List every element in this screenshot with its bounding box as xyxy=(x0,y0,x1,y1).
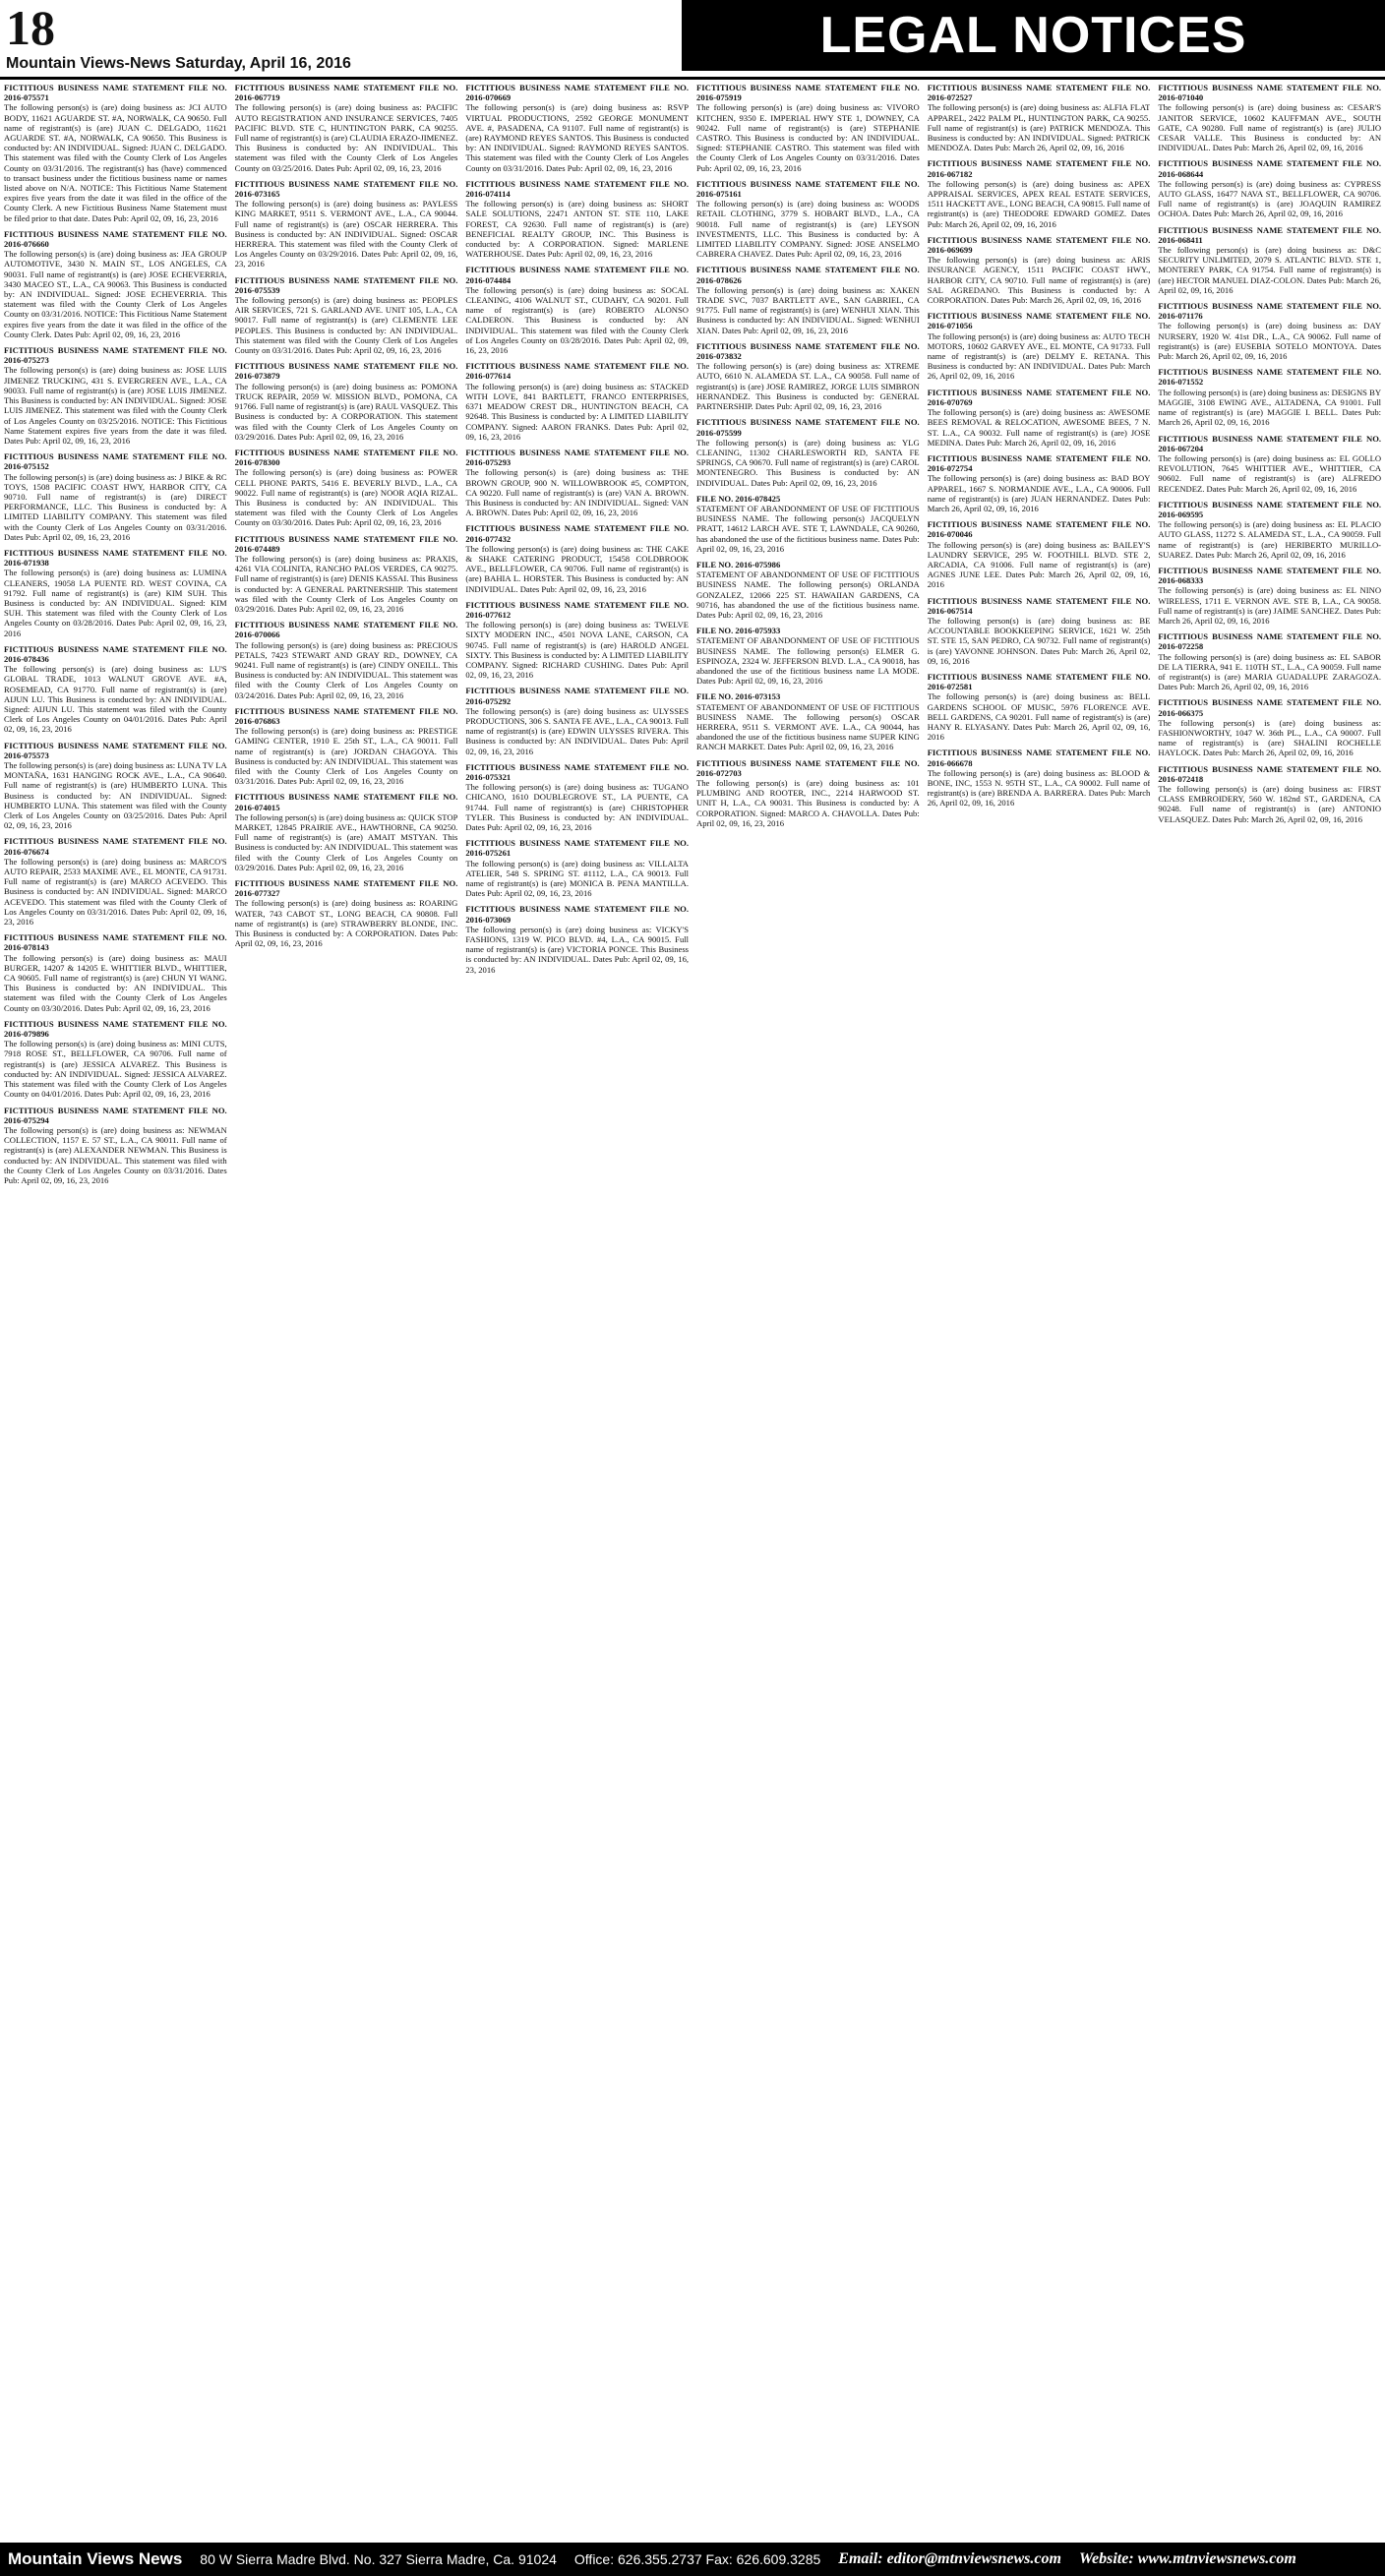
notice-body: The following person(s) is (are) doing business as: VILLALTA ATELIER, 548 S. SPRING ST. #1112, L.A., CA 90013. Full name of registrant(s) is (are) MONICA B. PENA MANTILLA. Dates Pub: April 02, 09, 16, 23, 2016 xyxy=(465,858,690,899)
legal-notice xyxy=(1158,367,1381,427)
notice-body: The following person(s) is (are) doing business as: PRAXIS, 4261 VIA COLINITA, RANCHO PALOS VERDES, CA 90275. Full name of registrant(s) is (are) DENIS KASSAI. This Business is conducted by: A GENERAL PARTNERSHIP. This statement was filed with the County Clerk of Los Angeles County on 03/29/2016. Dates Pub: April 02, 09, 16, 23, 2016 xyxy=(234,553,458,614)
notice-body: The following person(s) is (are) doing business as: BAILEY'S LAUNDRY SERVICE, 295 W. FOOTHILL BLVD. STE 2, ARCADIA, CA 91006. Full name of registrant(s) is (are) AGNES JUNE LEE. Dates Pub: March 26, April 02, 09, 16, 2016 xyxy=(927,539,1151,590)
notice-body: The following person(s) is (are) doing business as: BELL GARDENS SCHOOL OF MUSIC, 5976 FLORENCE AVE. BELL GARDENS, CA 90201. Full name of registrant(s) is (are) HANY R. ELYASANY. Dates Pub: March 26, April 02, 09, 16, 2016 xyxy=(927,691,1151,743)
notice-title: FICTITIOUS BUSINESS NAME STATEMENT FILE NO. 2016-074015 xyxy=(234,792,458,812)
notice-body: The following person(s) is (are) doing business as: JCI AUTO BODY, 11621 AGUARDE ST. #A, NORWALK, CA 90650. Full name of registrant(s) is (are) JUAN C. DELGADO, 11621 AGUARDE ST. #A, NORWALK, CA 90650. This Business is conducted by: AN INDIVIDUAL. Signed: JUAN C. DELGADO. This statement was filed with the County Clerk of Los Angeles County on 03/31/2016. The registrant(s) has (have) commenced to transact business under the fictitious business name or names listed above on N/A. NOTICE: This Fictitious Name Statement expires five years from the date it was filed in the office of the County Clerk. A new Fictitious Business Name Statement must be filed prior to that date. Dates Pub: April 02, 09, 16, 23, 2016 xyxy=(4,102,227,223)
notice-body: The following person(s) is (are) doing business as: JEA GROUP AUTOMOTIVE, 3430 N. MAIN ST., LOS ANGELES, CA 90031. Full name of registrant(s) is (are) JOSE ECHEVERRIA, 3430 MACEO ST., L.A., CA 90063. This Business is conducted by: AN INDIVIDUAL. Signed: JOSE ECHEVERRIA. This statement was filed with the County Clerk of Los Angeles County on 03/31/2016. NOTICE: This Fictitious Name Statement expires five years from the date it was filed in the office of the County Clerk. Dates Pub: April 02, 09, 16, 23, 2016 xyxy=(4,249,227,339)
legal-notice xyxy=(465,179,689,260)
notice-body: STATEMENT OF ABANDONMENT OF USE OF FICTITIOUS BUSINESS NAME. The following person(s) OSCAR HERRERA, 9511 S. VERMONT AVE. L.A., CA 90044, has abandoned the use of the fictitious business name SUPER KING RANCH MARKET. Dates Pub: April 02, 09, 16, 23, 2016 xyxy=(696,701,920,752)
notice-body: STATEMENT OF ABANDONMENT OF USE OF FICTITIOUS BUSINESS NAME. The following person(s) JACQUELYN PRATT, 14612 LARCH AVE. STE T, LAWNDALE, CA 90260, has abandoned the use of the fictitious business name. Dates Pub: April 02, 09, 16, 23, 2016 xyxy=(696,503,920,554)
notice-title: FICTITIOUS BUSINESS NAME STATEMENT FILE NO. 2016-073879 xyxy=(234,361,458,382)
notice-body: The following person(s) is (are) doing business as: WOODS RETAIL CLOTHING, 3779 S. HOBART BLVD., L.A., CA 90018. Full name of registrant(s) is (are) LEYSON INVESTMENTS, LLC. This Business is conducted by: A LIMITED LIABILITY COMPANY. Signed: JOSE ANSELMO CABRERA CHAVEZ. Dates Pub: April 02, 09, 16, 23, 2016 xyxy=(696,199,920,260)
notice-body: The following person(s) is (are) doing business as: BAD BOY APPAREL, 1667 S. NORMANDIE AVE., L.A., CA 90006. Full name of registrant(s) is (are) JUAN HERNANDEZ. Dates Pub: March 26, April 02, 09, 16, 2016 xyxy=(927,473,1151,513)
notice-body: The following person(s) is (are) doing business as: ARIS INSURANCE AGENCY, 1511 PACIFIC COAST HWY., HARBOR CITY, CA 90710. Full name of registrant(s) is (are) SAL AGREDANO. This Business is conducted by: A CORPORATION. Dates Pub: March 26, April 02, 09, 16, 2016 xyxy=(927,255,1151,306)
notice-body: The following person(s) is (are) doing business as: EL SABOR DE LA TIERRA, 941 E. 110TH ST., L.A., CA 90059. Full name of registrant(s) is (are) MARIA GUADALUPE ZARAGOZA. Dates Pub: March 26, April 02, 09, 16, 2016 xyxy=(1158,651,1381,692)
notice-title: FICTITIOUS BUSINESS NAME STATEMENT FILE NO. 2016-077432 xyxy=(465,523,690,544)
notice-title: FICTITIOUS BUSINESS NAME STATEMENT FILE NO. 2016-074114 xyxy=(465,178,690,200)
legal-notice xyxy=(696,626,920,686)
page-header xyxy=(0,0,1385,80)
notice-body: The following person(s) is (are) doing business as: DAY NURSERY, 1920 W. 41st DR., L.A., CA 90062. Full name of registrant(s) is (are) EUSEBIA SOTELO MONTOYA. Dates Pub: March 26, April 02, 09, 16, 2016 xyxy=(1158,321,1381,362)
notice-title: FICTITIOUS BUSINESS NAME STATEMENT FILE NO. 2016-068644 xyxy=(1158,158,1381,179)
legal-notice xyxy=(235,448,458,528)
legal-notice xyxy=(235,706,458,787)
legal-notice xyxy=(4,83,227,223)
legal-notice xyxy=(4,1106,227,1186)
publication-date-line: Mountain Views-News Saturday, April 16, 2016 xyxy=(6,55,351,72)
notice-title: FICTITIOUS BUSINESS NAME STATEMENT FILE NO. 2016-072703 xyxy=(696,757,920,778)
legal-notice xyxy=(4,836,227,927)
section-title: LEGAL NOTICES xyxy=(682,0,1385,71)
legal-notice xyxy=(235,878,458,948)
notice-body: The following person(s) is (are) doing business as: CESAR'S JANITOR SERVICE, 10602 KAUFFMAN AVE., SOUTH GATE, CA 90280. Full name of registrant(s) is (are) JULIO CESAR VALLE. This Business is conducted by: AN INDIVIDUAL. Dates Pub: March 26, April 02, 09, 16, 2016 xyxy=(1158,102,1381,153)
legal-notice xyxy=(696,758,920,828)
legal-notice xyxy=(928,672,1151,742)
notice-title: FILE NO. 2016-073153 xyxy=(696,691,781,702)
footer-website[interactable]: Website: www.mtnviewsnews.com xyxy=(1078,2550,1296,2567)
notice-body: The following person(s) is (are) doing business as: JOSE LUIS JIMENEZ TRUCKING, 431 S. EVERGREEN AVE., L.A., CA 90033. Full name of registrant(s) is (are) JOSE LUIS JIMENEZ. This Business is conducted by: AN INDIVIDUAL. Signed: JOSE LUIS JIMENEZ. This statement was filed with the County Clerk of Los Angeles County on 03/25/2016. NOTICE: This Fictitious Name Statement expires five years from the date it was filed. Dates Pub: April 02, 09, 16, 23, 2016 xyxy=(4,365,227,446)
legal-notice xyxy=(928,388,1151,448)
legal-notice xyxy=(928,596,1151,666)
notice-title: FICTITIOUS BUSINESS NAME STATEMENT FILE NO. 2016-074484 xyxy=(465,265,690,285)
legal-notice xyxy=(696,341,920,411)
notice-body: The following person(s) is (are) doing business as: LU'S GLOBAL TRADE, 1013 WALNUT GROVE AVE. #A, ROSEMEAD, CA 91770. Full name of registrant(s) is (are) AIJUN LU. This Business is conducted by: AN INDIVIDUAL. Signed: AIJUN LU. This statement was filed with the County Clerk of Los Angeles County on 04/01/2016. Dates Pub: April 02, 09, 16, 23, 2016 xyxy=(4,664,227,735)
notice-body: The following person(s) is (are) doing business as: PACIFIC AUTO REGISTRATION AND INSURANCE SERVICES, 7405 PACIFIC BLVD. STE C, HUNTINGTON PARK, CA 90255. Full name of registrant(s) is (are) CLAUDIA ERAZO-JIMENEZ. This Business is conducted by: AN INDIVIDUAL. This statement was filed with the County Clerk of Los Angeles County on 03/25/2016. Dates Pub: April 02, 09, 16, 23, 2016 xyxy=(234,102,458,173)
legal-notice xyxy=(1158,697,1381,757)
notice-title: FICTITIOUS BUSINESS NAME STATEMENT FILE NO. 2016-074489 xyxy=(234,533,458,554)
notice-columns xyxy=(4,83,1381,2540)
notice-title: FICTITIOUS BUSINESS NAME STATEMENT FILE NO. 2016-077614 xyxy=(465,361,690,382)
notice-title: FICTITIOUS BUSINESS NAME STATEMENT FILE NO. 2016-075321 xyxy=(465,761,690,782)
notice-body: The following person(s) is (are) doing business as: ROARING WATER, 743 CABOT ST., LONG BEACH, CA 90808. Full name of registrant(s) is (are) STRAWBERRY BLONDE, INC. This Business is conducted by: A CORPORATION. Dates Pub: April 02, 09, 16, 23, 2016 xyxy=(234,898,458,949)
notice-title: FICTITIOUS BUSINESS NAME STATEMENT FILE NO. 2016-066678 xyxy=(927,748,1151,768)
notice-title: FICTITIOUS BUSINESS NAME STATEMENT FILE NO. 2016-067182 xyxy=(927,158,1151,179)
legal-notice xyxy=(465,600,689,681)
legal-notice xyxy=(696,417,920,487)
notice-title: FICTITIOUS BUSINESS NAME STATEMENT FILE NO. 2016-075161 xyxy=(696,178,920,200)
notice-title: FICTITIOUS BUSINESS NAME STATEMENT FILE NO. 2016-072754 xyxy=(927,452,1151,474)
notice-body: The following person(s) is (are) doing business as: LUNA TV LA MONTAÑA, 1631 HANGING ROCK AVE., L.A., CA 90640. Full name of registrant(s) is (are) HUMBERTO LUNA. This Business is conducted by: AN INDIVIDUAL. Signed: HUMBERTO LUNA. This statement was filed with the County Clerk of Los Angeles County on 03/25/2016. Dates Pub: April 02, 09, 16, 23, 2016 xyxy=(4,760,227,831)
legal-notice xyxy=(1158,764,1381,824)
notice-title: FICTITIOUS BUSINESS NAME STATEMENT FILE NO. 2016-072527 xyxy=(927,83,1151,103)
legal-notice xyxy=(696,179,920,260)
notice-title: FICTITIOUS BUSINESS NAME STATEMENT FILE NO. 2016-075539 xyxy=(234,274,458,295)
notice-body: The following person(s) is (are) doing business as: NEWMAN COLLECTION, 1157 E. 57 ST., L.A., CA 90011. Full name of registrant(s) is (are) ALEXANDER NEWMAN. This Business is conducted by: AN INDIVIDUAL. This statement was filed with the County Clerk of Los Angeles County on 03/31/2016. Dates Pub: April 02, 09, 16, 23, 2016 xyxy=(4,1124,227,1185)
legal-notice xyxy=(235,620,458,700)
notice-title: FICTITIOUS BUSINESS NAME STATEMENT FILE NO. 2016-071056 xyxy=(927,311,1151,331)
notice-body: The following person(s) is (are) doing business as: EL NINO WIRELESS, 1711 E. VERNON AVE. STE B, L.A., CA 90058. Full name of registrant(s) is (are) JAIME SANCHEZ. Dates Pub: March 26, April 02, 09, 16, 2016 xyxy=(1158,585,1381,626)
notice-title: FICTITIOUS BUSINESS NAME STATEMENT FILE NO. 2016-071040 xyxy=(1158,83,1381,103)
notice-body: The following person(s) is (are) doing business as: BLOOD & BONE, INC, 1553 N. 95TH ST., L.A., CA 90002. Full name of registrant(s) is (are) BRENDA A. BARRERA. Dates Pub: March 26, April 02, 09, 16, 2016 xyxy=(927,767,1151,809)
legal-notice xyxy=(1158,225,1381,295)
legal-notice xyxy=(1158,83,1381,152)
notice-body: The following person(s) is (are) doing business as: ALFIA FLAT APPAREL, 2422 PALM PL, HUNTINGTON PARK, CA 90255. Full name of registrant(s) is (are) PATRICK MENDOZA. This Business is conducted by: AN INDIVIDUAL. Signed: PATRICK MENDOZA. Dates Pub: March 26, April 02, 09, 16, 2016 xyxy=(927,102,1151,153)
legal-notice xyxy=(928,519,1151,589)
notice-title: FICTITIOUS BUSINESS NAME STATEMENT FILE NO. 2016-076674 xyxy=(4,836,227,857)
footer-publication: Mountain Views News xyxy=(8,2549,183,2568)
notice-body: The following person(s) is (are) doing business as: TWELVE SIXTY MODERN INC., 4501 NOVA LANE, CARSON, CA 90745. Full name of registrant(s) is (are) HAROLD ANGEL SIXTY. This Business is conducted by: A LIMITED LIABILITY COMPANY. Signed: RICHARD CUSHING. Dates Pub: April 02, 09, 16, 23, 2016 xyxy=(465,620,690,681)
notice-column xyxy=(696,83,920,2540)
footer-email[interactable]: Email: editor@mtnviewsnews.com xyxy=(838,2550,1061,2567)
notice-body: The following person(s) is (are) doing business as: POMONA TRUCK REPAIR, 2059 W. MISSION BLVD., POMONA, CA 91766. Full name of registrant(s) is (are) RAUL VASQUEZ. This Business is conducted by: A CORPORATION. This statement was filed with the County Clerk of Los Angeles County on 03/29/2016. Dates Pub: April 02, 09, 16, 23, 2016 xyxy=(234,381,458,442)
notice-body: The following person(s) is (are) doing business as: PAYLESS KING MARKET, 9511 S. VERMONT AVE., L.A., CA 90044. Full name of registrant(s) is (are) OSCAR HERRERA. This Business is conducted by: AN INDIVIDUAL. Signed: OSCAR HERRERA. This statement was filed with the County Clerk of Los Angeles County on 03/29/2016. Dates Pub: April 02, 09, 16, 23, 2016 xyxy=(234,199,458,270)
legal-notice xyxy=(465,762,689,832)
notice-body: The following person(s) is (are) doing business as: STACKED WITH LOVE, 841 BARTLETT, FRANCO ENTERPRISES, 6371 MEADOW CREST DR., HUNTINGTON BEACH, CA 92648. This Business is conducted by: A LIMITED LIABILITY COMPANY. Signed: AARON FRANKS. Dates Pub: April 02, 09, 16, 23, 2016 xyxy=(465,381,690,442)
notice-title: FICTITIOUS BUSINESS NAME STATEMENT FILE NO. 2016-078436 xyxy=(4,643,227,664)
notice-title: FICTITIOUS BUSINESS NAME STATEMENT FILE NO. 2016-078143 xyxy=(4,932,227,953)
notice-column xyxy=(928,83,1151,2540)
notice-body: The following person(s) is (are) doing business as: TUGANO CHICANO, 1610 DOUBLEGROVE ST., LA PUENTE, CA 91744. Full name of registrant(s) is (are) CHRISTOPHER TYLER. This Business is conducted by: AN INDIVIDUAL. Dates Pub: April 02, 09, 16, 23, 2016 xyxy=(465,782,690,833)
notice-title: FICTITIOUS BUSINESS NAME STATEMENT FILE NO. 2016-070769 xyxy=(927,387,1151,407)
notice-title: FICTITIOUS BUSINESS NAME STATEMENT FILE NO. 2016-078300 xyxy=(234,447,458,468)
notice-title: FICTITIOUS BUSINESS NAME STATEMENT FILE NO. 2016-070066 xyxy=(234,620,458,640)
notice-title: FICTITIOUS BUSINESS NAME STATEMENT FILE NO. 2016-075261 xyxy=(465,838,690,859)
legal-notice xyxy=(928,453,1151,513)
notice-body: STATEMENT OF ABANDONMENT OF USE OF FICTITIOUS BUSINESS NAME. The following person(s) ORLANDA GONZALEZ, 12066 225 ST. HAWAIIAN GARDENS, CA 90716, has abandoned the use of the fictitious business name. Dates Pub: April 02, 09, 16, 23, 2016 xyxy=(696,569,920,620)
notice-body: The following person(s) is (are) doing business as: PRECIOUS PETALS, 7423 STEWART AND GRAY RD., DOWNEY, CA 90241. Full name of registrant(s) is (are) CINDY ONEILL. This Business is conducted by: AN INDIVIDUAL. This statement was filed with the County Clerk of Los Angeles County on 03/24/2016. Dates Pub: April 02, 09, 16, 23, 2016 xyxy=(234,639,458,700)
legal-notice xyxy=(4,1019,227,1100)
notice-title: FICTITIOUS BUSINESS NAME STATEMENT FILE NO. 2016-070669 xyxy=(465,83,690,103)
notice-title: FILE NO. 2016-075933 xyxy=(696,626,781,636)
notice-column xyxy=(235,83,458,2540)
notice-title: FICTITIOUS BUSINESS NAME STATEMENT FILE NO. 2016-072418 xyxy=(1158,763,1381,784)
notice-body: The following person(s) is (are) doing business as: YLG CLEANING, 11302 CHARLESWORTH RD, SANTA FE SPRINGS, CA 90670. Full name of registrant(s) is (are) CAROL MONTENEGRO. This Business is conducted by: AN INDIVIDUAL. Dates Pub: April 02, 09, 16, 23, 2016 xyxy=(696,437,920,488)
legal-notice xyxy=(4,644,227,735)
notice-body: The following person(s) is (are) doing business as: ULYSSES PRODUCTIONS, 306 S. SANTA FE AVE., L.A., CA 90013. Full name of registrant(s) is (are) EDWIN ULYSSES RIVERA. This Business is conducted by: AN INDIVIDUAL. Dates Pub: April 02, 09, 16, 23, 2016 xyxy=(465,705,690,756)
notice-body: The following person(s) is (are) doing business as: EL PLACIO AUTO GLASS, 11272 S. ALAMEDA ST., L.A., CA 90059. Full name of registrant(s) is (are) HERIBERTO MURILLO-SUAREZ. Dates Pub: March 26, April 02, 09, 16, 2016 xyxy=(1158,519,1381,560)
notice-body: The following person(s) is (are) doing business as: RSVP VIRTUAL PRODUCTIONS, 2592 GEORGE MONUMENT AVE. #, PASADENA, CA 91107. Full name of registrant(s) is (are) RAYMOND REYES SANTOS. This Business is conducted by: AN INDIVIDUAL. Signed: RAYMOND REYES SANTOS. This statement was filed with the County Clerk of Los Angeles County on 03/31/2016. Dates Pub: April 02, 09, 16, 23, 2016 xyxy=(465,102,690,173)
legal-notice xyxy=(1158,631,1381,691)
legal-notice xyxy=(4,741,227,831)
notice-body: The following person(s) is (are) doing business as: D&C SECURITY UNLIMITED, 2079 S. ATLANTIC BLVD. STE 1, MONTEREY PARK, CA 91754. Full name of registrant(s) is (are) HECTOR MANUEL DIAZ-COLON. Dates Pub: March 26, April 02, 09, 16, 2016 xyxy=(1158,245,1381,295)
notice-title: FICTITIOUS BUSINESS NAME STATEMENT FILE NO. 2016-075273 xyxy=(4,345,227,366)
notice-title: FICTITIOUS BUSINESS NAME STATEMENT FILE NO. 2016-076863 xyxy=(234,705,458,726)
legal-notice xyxy=(696,83,920,173)
notice-title: FICTITIOUS BUSINESS NAME STATEMENT FILE NO. 2016-077612 xyxy=(465,599,690,620)
legal-notice xyxy=(235,83,458,173)
notice-body: The following person(s) is (are) doing business as: XAKEN TRADE SVC, 7037 BARTLETT AVE., SAN GABRIEL, CA 91775. Full name of registrant(s) is (are) WENHUI XIAN. This Business is conducted by: AN INDIVIDUAL. Signed: WENHUI XIAN. Dates Pub: April 02, 09, 16, 23, 2016 xyxy=(696,284,920,335)
notice-body: The following person(s) is (are) doing business as: POWER CELL PHONE PARTS, 5416 E. BEVERLY BLVD., L.A., CA 90022. Full name of registrant(s) is (are) NOOR AQIA RIZAL. This Business is conducted by: AN INDIVIDUAL. This statement was filed with the County Clerk of Los Angeles County on 03/30/2016. Dates Pub: April 02, 09, 16, 23, 2016 xyxy=(234,467,458,528)
notice-body: The following person(s) is (are) doing business as: SHORT SALE SOLUTIONS, 22471 ANTON ST. STE 110, LAKE FOREST, CA 92630. Full name of registrant(s) is (are) BENEFICIAL REALTY GROUP, INC. This Business is conducted by: A CORPORATION. Signed: MARLENE WATERHOUSE. Dates Pub: April 02, 09, 16, 23, 2016 xyxy=(465,199,690,260)
notice-title: FILE NO. 2016-075986 xyxy=(696,559,781,569)
legal-notice xyxy=(696,265,920,334)
notice-body: The following person(s) is (are) doing business as: EL GOLLO REVOLUTION, 7645 WHITTIER AVE., WHITTIER, CA 90602. Full name of registrant(s) is (are) ALFREDO RECENDEZ. Dates Pub: March 26, April 02, 09, 16, 2016 xyxy=(1158,452,1381,494)
legal-notice xyxy=(1158,566,1381,626)
notice-title: FICTITIOUS BUSINESS NAME STATEMENT FILE NO. 2016-067514 xyxy=(927,595,1151,616)
notice-title: FICTITIOUS BUSINESS NAME STATEMENT FILE NO. 2016-066375 xyxy=(1158,697,1381,718)
notice-title: FILE NO. 2016-078425 xyxy=(696,493,781,504)
notice-title: FICTITIOUS BUSINESS NAME STATEMENT FILE NO. 2016-075294 xyxy=(4,1105,227,1125)
notice-body: The following person(s) is (are) doing business as: AUTO TECH MOTORS, 10602 GARVEY AVE., EL MONTE, CA 91733. Full name of registrant(s) is (are) DELMY E. RETANA. This Business is conducted by: AN INDIVIDUAL. Dates Pub: March 26, April 02, 09, 16, 2016 xyxy=(927,330,1151,382)
legal-notice xyxy=(235,792,458,872)
notice-title: FICTITIOUS BUSINESS NAME STATEMENT FILE NO. 2016-071938 xyxy=(4,547,227,569)
notice-body: The following person(s) is (are) doing business as: QUICK STOP MARKET, 12845 PRAIRIE AVE., HAWTHORNE, CA 90250. Full name of registrant(s) is (are) AMAIT MSTYAN. This Business is conducted by: AN INDIVIDUAL. This statement was filed with the County Clerk of Los Angeles County on 03/29/2016. Dates Pub: April 02, 09, 16, 23, 2016 xyxy=(234,811,458,872)
notice-body: The following person(s) is (are) doing business as: THE BROWN GROUP, 900 N. WILLOWBROOK #5, COMPTON, CA 90220. Full name of registrant(s) is (are) VAN A. BROWN. This Business is conducted by: AN INDIVIDUAL. Signed: VAN A. BROWN. Dates Pub: April 02, 09, 16, 23, 2016 xyxy=(465,467,690,518)
notice-body: The following person(s) is (are) doing business as: DESIGNS BY MAGGIE, 3108 EWING AVE., ALTADENA, CA 91001. Full name of registrant(s) is (are) MAGGIE I. BELL. Dates Pub: March 26, April 02, 09, 16, 2016 xyxy=(1158,387,1381,428)
notice-body: The following person(s) is (are) doing business as: CYPRESS AUTO GLASS, 16477 NAVA ST., BELLFLOWER, CA 90706. Full name of registrant(s) is (are) JOAQUIN RAMIREZ OCHOA. Dates Pub: March 26, April 02, 09, 16, 2016 xyxy=(1158,178,1381,219)
legal-notice xyxy=(928,235,1151,305)
notice-body: The following person(s) is (are) doing business as: MINI CUTS, 7918 ROSE ST., BELLFLOWER, CA 90706. Full name of registrant(s) is (are) JESSICA ALVAREZ. This Business is conducted by: AN INDIVIDUAL. Signed: JESSICA ALVAREZ. This statement was filed with the County Clerk of Los Angeles County on 04/01/2016. Dates Pub: April 02, 09, 16, 23, 2016 xyxy=(4,1039,227,1100)
notice-title: FICTITIOUS BUSINESS NAME STATEMENT FILE NO. 2016-075573 xyxy=(4,740,227,760)
legal-notice xyxy=(465,523,689,593)
notice-title: FICTITIOUS BUSINESS NAME STATEMENT FILE NO. 2016-069699 xyxy=(927,234,1151,256)
notice-title: FICTITIOUS BUSINESS NAME STATEMENT FILE NO. 2016-072581 xyxy=(927,671,1151,692)
legal-notice xyxy=(696,691,920,751)
legal-notice xyxy=(465,265,689,355)
notice-body: The following person(s) is (are) doing business as: THE CAKE & SHAKE CATERING PRODUCT, 15458 COLDBROOK AVE., BELLFLOWER, CA 90706. Full name of registrant(s) is (are) BAHIA L. HORSTER. This Business is conducted by: AN INDIVIDUAL. Dates Pub: April 02, 09, 16, 23, 2016 xyxy=(465,543,690,594)
legal-notice xyxy=(928,311,1151,381)
notice-title: FICTITIOUS BUSINESS NAME STATEMENT FILE NO. 2016-073069 xyxy=(465,904,690,925)
legal-notice xyxy=(4,451,227,542)
page-footer xyxy=(0,2543,1385,2576)
notice-title: FICTITIOUS BUSINESS NAME STATEMENT FILE NO. 2016-073165 xyxy=(234,178,458,200)
footer-address: 80 W Sierra Madre Blvd. No. 327 Sierra Madre, Ca. 91024 xyxy=(200,2551,557,2567)
legal-notice xyxy=(1158,500,1381,560)
notice-body: The following person(s) is (are) doing business as: XTREME AUTO, 6610 N. ALAMEDA ST. L.A., CA 90058. Full name of registrant(s) is (are) JOSE RAMIREZ, JORGE LUIS SIMBRON HERNANDEZ. This Business is conducted by: GENERAL PARTNERSHIP. Dates Pub: April 02, 09, 16, 23, 2016 xyxy=(696,361,920,412)
legal-notice xyxy=(696,494,920,554)
notice-body: The following person(s) is (are) doing business as: FASHIONWORTHY, 1047 W. 36th PL., L.A., CA 90007. Full name of registrant(s) is (are) SHALINI ROCHELLE HAYLOCK. Dates Pub: March 26, April 02, 09, 16, 2016 xyxy=(1158,717,1381,758)
legal-notice xyxy=(4,548,227,638)
notice-title: FICTITIOUS BUSINESS NAME STATEMENT FILE NO. 2016-075599 xyxy=(696,417,920,438)
notice-title: FICTITIOUS BUSINESS NAME STATEMENT FILE NO. 2016-079896 xyxy=(4,1018,227,1040)
footer-phone: Office: 626.355.2737 Fax: 626.609.3285 xyxy=(573,2551,821,2567)
legal-notice xyxy=(928,158,1151,228)
notice-body: The following person(s) is (are) doing business as: VIVORO KITCHEN, 9350 E. IMPERIAL HWY STE 1, DOWNEY, CA 90242. Full name of registrant(s) is (are) STEPHANIE CASTRO. This Business is conducted by: AN INDIVIDUAL. Signed: STEPHANIE CASTRO. This statement was filed with the County Clerk of Los Angeles County on 03/31/2016. Dates Pub: April 02, 09, 16, 23, 2016 xyxy=(696,102,920,173)
legal-notice xyxy=(465,838,689,898)
notice-body: The following person(s) is (are) doing business as: PRESTIGE GAMING CENTER, 1910 E. 25th ST., L.A., CA 90011. Full name of registrant(s) is (are) JORDAN CHAGOYA. This Business is conducted by: AN INDIVIDUAL. This statement was filed with the County Clerk of Los Angeles County on 03/31/2016. Dates Pub: April 02, 09, 16, 23, 2016 xyxy=(234,726,458,787)
notice-body: The following person(s) is (are) doing business as: 101 PLUMBING AND ROOTER, INC., 2214 HARWOOD ST. UNIT H, L.A., CA 90031. This Business is conducted by: A CORPORATION. Signed: MARCO A. CHAVOLLA. Dates Pub: April 02, 09, 16, 23, 2016 xyxy=(696,778,920,828)
legal-notice xyxy=(696,560,920,620)
legal-notice xyxy=(928,748,1151,808)
notice-title: FICTITIOUS BUSINESS NAME STATEMENT FILE NO. 2016-072258 xyxy=(1158,631,1381,652)
notice-body: STATEMENT OF ABANDONMENT OF USE OF FICTITIOUS BUSINESS NAME. The following person(s) ELMER G. ESPINOZA, 2324 W. JEFFERSON BLVD. L.A., CA 90018, has abandoned the use of the fictitious business name LA MODE. Dates Pub: April 02, 09, 16, 23, 2016 xyxy=(696,635,920,687)
legal-notice xyxy=(1158,434,1381,494)
notice-body: The following person(s) is (are) doing business as: SOCAL CLEANING, 4106 WALNUT ST., CUDAHY, CA 90201. Full name of registrant(s) is (are) ROBERTO ALONSO CALDERON. This Business is conducted by: AN INDIVIDUAL. This statement was filed with the County Clerk of Los Angeles County on 03/28/2016. Dates Pub: April 02, 09, 16, 23, 2016 xyxy=(465,284,690,356)
legal-notice xyxy=(235,275,458,356)
notice-title: FICTITIOUS BUSINESS NAME STATEMENT FILE NO. 2016-069595 xyxy=(1158,499,1381,519)
notice-body: The following person(s) is (are) doing business as: LUMINA CLEANERS, 19058 LA PUENTE RD. WEST COVINA, CA 91792. Full name of registrant(s) is (are) KIM SUH. This Business is conducted by: AN INDIVIDUAL. Signed: KIM SUH. This statement was filed with the County Clerk of Los Angeles County on 03/28/2016. Dates Pub: April 02, 09, 16, 23, 2016 xyxy=(4,568,227,638)
notice-body: The following person(s) is (are) doing business as: VICKY'S FASHIONS, 1319 W. PICO BLVD. #4, L.A., CA 90015. Full name of registrant(s) is (are) VICTORIA PONCE. This Business is conducted by: AN INDIVIDUAL. Dates Pub: April 02, 09, 16, 23, 2016 xyxy=(465,924,690,975)
notice-title: FICTITIOUS BUSINESS NAME STATEMENT FILE NO. 2016-075293 xyxy=(465,447,690,468)
notice-column xyxy=(465,83,689,2540)
notice-body: The following person(s) is (are) doing business as: MAUI BURGER, 14207 & 14205 E. WHITTIER BLVD., WHITTIER, CA 90605. Full name of registrant(s) is (are) CHUN YI WANG. This Business is conducted by: AN INDIVIDUAL. This statement was filed with the County Clerk of Los Angeles County on 03/30/2016. Dates Pub: April 02, 09, 16, 23, 2016 xyxy=(4,952,227,1013)
notice-title: FICTITIOUS BUSINESS NAME STATEMENT FILE NO. 2016-070046 xyxy=(927,519,1151,540)
legal-notice xyxy=(465,448,689,517)
legal-notice xyxy=(4,229,227,339)
legal-notice xyxy=(1158,158,1381,218)
notice-title: FICTITIOUS BUSINESS NAME STATEMENT FILE NO. 2016-077327 xyxy=(234,878,458,899)
notice-body: The following person(s) is (are) doing business as: AWESOME BEES REMOVAL & RELOCATION, AWESOME BEES, 7 N. ST. L.A., CA 90032. Full name of registrant(s) is (are) JOSE MEDINA. Dates Pub: March 26, April 02, 09, 16, 2016 xyxy=(927,407,1151,448)
notice-title: FICTITIOUS BUSINESS NAME STATEMENT FILE NO. 2016-071552 xyxy=(1158,367,1381,388)
notice-title: FICTITIOUS BUSINESS NAME STATEMENT FILE NO. 2016-067204 xyxy=(1158,433,1381,453)
page-number: 18 xyxy=(6,0,55,55)
legal-notice xyxy=(235,361,458,442)
legal-notice xyxy=(465,686,689,755)
legal-notice xyxy=(4,932,227,1013)
notice-body: The following person(s) is (are) doing business as: BE ACCOUNTABLE BOOKKEEPING SERVICE, 1621 W. 25th ST. STE 15, SAN PEDRO, CA 90732. Full name of registrant(s) is (are) YAVONNE JOHNSON. Dates Pub: March 26, April 02, 09, 16, 2016 xyxy=(927,615,1151,666)
notice-title: FICTITIOUS BUSINESS NAME STATEMENT FILE NO. 2016-071176 xyxy=(1158,301,1381,322)
notice-title: FICTITIOUS BUSINESS NAME STATEMENT FILE NO. 2016-076660 xyxy=(4,228,227,250)
notice-title: FICTITIOUS BUSINESS NAME STATEMENT FILE NO. 2016-068411 xyxy=(1158,224,1381,245)
notice-body: The following person(s) is (are) doing business as: PEOPLES AIR SERVICES, 721 S. GARLAND AVE. UNIT 105, L.A., CA 90017. Full name of registrant(s) is (are) CLEMENTE LEE PEOPLES. This Business is conducted by: AN INDIVIDUAL. This statement was filed with the County Clerk of Los Angeles County on 03/31/2016. Dates Pub: April 02, 09, 16, 23, 2016 xyxy=(234,295,458,356)
notice-title: FICTITIOUS BUSINESS NAME STATEMENT FILE NO. 2016-075571 xyxy=(4,83,227,103)
legal-notice xyxy=(465,904,689,974)
legal-notice xyxy=(4,345,227,446)
notice-title: FICTITIOUS BUSINESS NAME STATEMENT FILE NO. 2016-067719 xyxy=(234,83,458,103)
notice-column xyxy=(1158,83,1381,2540)
legal-notice xyxy=(928,83,1151,152)
notice-body: The following person(s) is (are) doing business as: MARCO'S AUTO REPAIR, 2533 MAXIME AVE., EL MONTE, CA 91731. Full name of registrant(s) is (are) MARCO ACEVEDO. This Business is conducted by: AN INDIVIDUAL. Signed: MARCO ACEVEDO. This statement was filed with the County Clerk of Los Angeles County on 03/31/2016. Dates Pub: April 02, 09, 16, 23, 2016 xyxy=(4,856,227,928)
notice-title: FICTITIOUS BUSINESS NAME STATEMENT FILE NO. 2016-075292 xyxy=(465,686,690,706)
legal-notice xyxy=(465,361,689,442)
legal-notice xyxy=(1158,301,1381,361)
notice-title: FICTITIOUS BUSINESS NAME STATEMENT FILE NO. 2016-075152 xyxy=(4,451,227,472)
notice-title: FICTITIOUS BUSINESS NAME STATEMENT FILE NO. 2016-078626 xyxy=(696,265,920,285)
notice-column xyxy=(4,83,227,2540)
notice-title: FICTITIOUS BUSINESS NAME STATEMENT FILE NO. 2016-073832 xyxy=(696,340,920,362)
notice-title: FICTITIOUS BUSINESS NAME STATEMENT FILE NO. 2016-075919 xyxy=(696,83,920,103)
legal-notice xyxy=(465,83,689,173)
notice-body: The following person(s) is (are) doing business as: J BIKE & RC TOYS, 1508 PACIFIC COAST HWY, HARBOR CITY, CA 90710. Full name of registrant(s) is (are) DIRECT PERFORMANCE, LLC. This Business is conducted by: A LIMITED LIABILITY COMPANY. This statement was filed with the County Clerk of Los Angeles County on 03/31/2016. Dates Pub: April 02, 09, 16, 23, 2016 xyxy=(4,471,227,542)
notice-body: The following person(s) is (are) doing business as: APEX APPRAISAL SERVICES, APEX REAL ESTATE SERVICES, 1511 HACKETT AVE., LONG BEACH, CA 90815. Full name of registrant(s) is (are) THEODORE EDWARD GOMEZ. Dates Pub: March 26, April 02, 09, 16, 2016 xyxy=(927,178,1151,229)
legal-notice xyxy=(235,534,458,615)
notice-body: The following person(s) is (are) doing business as: FIRST CLASS EMBROIDERY, 560 W. 182nd ST., GARDENA, CA 90248. Full name of registrant(s) is (are) ANTONIO VELASQUEZ. Dates Pub: March 26, April 02, 09, 16, 2016 xyxy=(1158,784,1381,824)
notice-title: FICTITIOUS BUSINESS NAME STATEMENT FILE NO. 2016-068333 xyxy=(1158,565,1381,586)
legal-notice xyxy=(235,179,458,270)
